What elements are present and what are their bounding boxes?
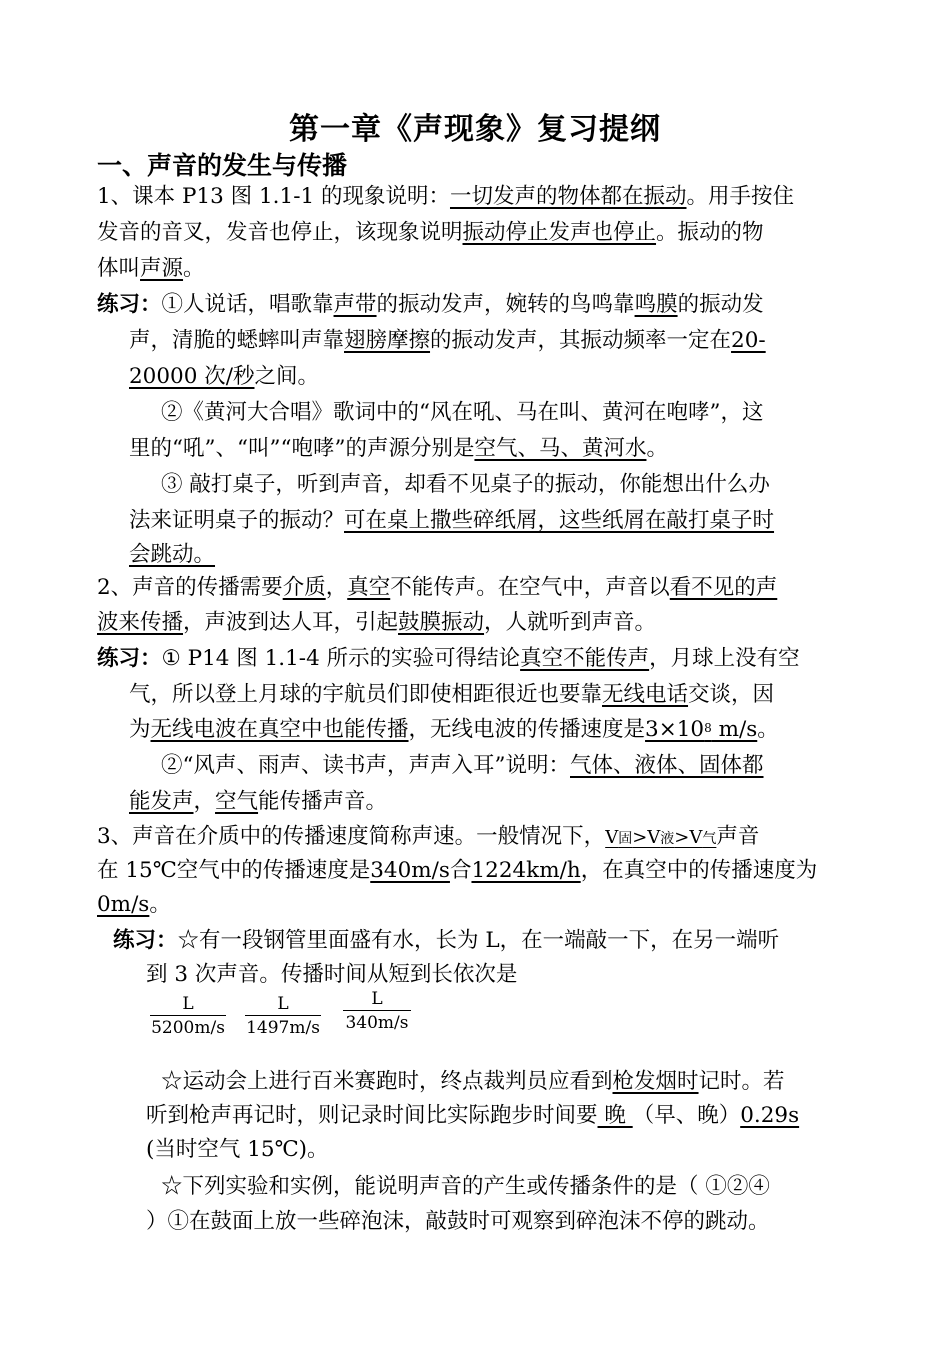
text-line: [97, 220, 764, 246]
text-line: [129, 789, 387, 815]
text-line: [97, 575, 777, 601]
answer: 一切发声的物体都在振动: [449, 184, 687, 209]
text: ，: [193, 789, 216, 814]
text-line: [129, 682, 774, 708]
text: 发音的音叉，发音也停止，该现象说明: [97, 220, 463, 245]
text: 记时。若: [698, 1069, 785, 1094]
text-line: [146, 1209, 770, 1235]
text: 的振动发声，其振动频率一定在: [430, 328, 732, 353]
text-line: [97, 256, 205, 282]
text: ，在真空中的传播速度为: [580, 858, 818, 883]
text-line: [97, 858, 817, 884]
text-line: [97, 824, 759, 852]
text: 。用手按住: [686, 184, 795, 209]
answer: 1224km/h: [471, 858, 581, 883]
text: (当时空气 15℃)。: [146, 1137, 329, 1162]
text: 听到枪声再记时，则记录时间比实际跑步时间要: [146, 1103, 598, 1128]
text: 为: [129, 717, 151, 742]
text-line: [97, 610, 656, 636]
answer: 枪发烟时: [612, 1069, 699, 1094]
fraction-numerator: L: [182, 994, 194, 1014]
section-heading: 一、声音的发生与传播: [97, 151, 348, 180]
text: ，月球上没有空: [649, 646, 800, 671]
text: 里的“吼”、“叫”“咆哮”的声源分别是: [129, 436, 475, 461]
answer: 0m/s: [97, 892, 150, 917]
text-line: [97, 184, 794, 210]
text: ，无线电波的传播速度是: [408, 717, 646, 742]
text: 法来证明桌子的振动？: [129, 508, 345, 533]
text: 交谈，因: [688, 682, 775, 707]
text-line: [129, 328, 766, 354]
answer: 介质: [282, 575, 326, 600]
text: >V: [674, 827, 703, 848]
answer: 20000 次/秒: [129, 364, 255, 389]
text: ③ 敲打桌子，听到声音，却看不见桌子的振动，你能想出什么办: [161, 472, 770, 497]
text: ☆运动会上进行百米赛跑时，终点裁判员应看到: [161, 1069, 613, 1094]
answer: 鸣膜: [634, 292, 678, 317]
text: ②“风声、雨声、读书声，声声入耳”说明：: [161, 753, 570, 778]
text: ，: [325, 575, 348, 600]
text: ，人就听到声音。: [484, 610, 657, 635]
answer: 真空不能传声: [520, 646, 650, 671]
text: 到 3 次声音。传播时间从短到长依次是: [146, 962, 518, 987]
text: 。: [149, 892, 171, 917]
answer: m/s: [711, 717, 758, 742]
text-line: [146, 1137, 329, 1163]
text-line: [161, 1174, 770, 1200]
answer: 空气: [215, 789, 259, 814]
answer: 声源: [140, 256, 184, 281]
answer: 0.29s: [740, 1103, 800, 1128]
subscript: 液: [660, 831, 675, 847]
exercise-label: 练习：: [113, 928, 178, 953]
answer: 20-: [731, 328, 766, 353]
text-line: [97, 892, 171, 918]
text: 能传播声音。: [258, 789, 388, 814]
text-line: [161, 400, 764, 426]
fraction-numerator: L: [371, 989, 383, 1009]
text-line: [129, 542, 215, 568]
text: ②《黄河大合唱》歌词中的“风在吼、马在叫、黄河在咆哮”，这: [161, 400, 764, 425]
text: >V: [632, 827, 661, 848]
text: 在 15℃空气中的传播速度是: [97, 858, 371, 883]
text-line: [146, 962, 517, 988]
answer: 波来传播: [97, 610, 184, 635]
answer: 3×10: [645, 717, 705, 742]
text: （早、晚）: [632, 1103, 741, 1128]
fraction-numerator: L: [277, 994, 289, 1014]
text: 合: [449, 858, 472, 883]
text: 的振动发声，婉转的鸟鸣靠: [376, 292, 635, 317]
text: 。: [183, 256, 205, 281]
answer: 无线电波在真空中也能传播: [150, 717, 409, 742]
text-line: [129, 436, 668, 462]
text: ，声波到达人耳，引起: [183, 610, 399, 635]
text-line: [129, 717, 779, 743]
text: 不能传声。在空气中，声音以: [390, 575, 670, 600]
text-line: [161, 1069, 785, 1095]
answer: 能发声: [129, 789, 194, 814]
text: ①人说话，唱歌靠: [161, 292, 334, 317]
text: 体叫: [97, 256, 141, 281]
text: 。: [646, 436, 668, 461]
text: V: [605, 827, 619, 848]
text: 的振动发: [677, 292, 764, 317]
answer: 晚: [597, 1103, 633, 1128]
answer: 真空: [347, 575, 391, 600]
text: 之间。: [254, 364, 319, 389]
answer: 翅膀摩擦: [344, 328, 431, 353]
answer: 振动停止发声也停止: [462, 220, 657, 245]
answer: 空气、马、黄河水: [474, 436, 647, 461]
fraction-water: [245, 993, 321, 1040]
exercise-label: 练习：: [97, 646, 162, 671]
answer: 会跳动。: [129, 542, 216, 567]
answer: 可在桌上撒些碎纸屑，这些纸屑在敲打桌子时: [344, 508, 775, 533]
text-line: [129, 508, 774, 534]
text-line: [146, 1103, 799, 1129]
text: 3、声音在介质中的传播速度简称声速。一般情况下，: [97, 824, 606, 849]
text-line: [97, 646, 800, 672]
text: 声音: [716, 824, 760, 849]
text: 1、课本 P13 图 1.1-1 的现象说明：: [97, 184, 450, 209]
text: ① P14 图 1.1-4 所示的实验可得结论: [161, 646, 521, 671]
text-line: [97, 292, 764, 318]
answer: 无线电话: [602, 682, 689, 707]
fraction-denominator: 5200m/s: [150, 1015, 226, 1040]
answer: 气体、液体、固体都: [570, 753, 764, 778]
text-line: [113, 928, 779, 954]
text: ）①在鼓面上放一些碎泡沫，敲鼓时可观察到碎泡沫不停的跳动。: [146, 1209, 770, 1234]
answer: 340m/s: [370, 858, 450, 883]
text: 。: [757, 717, 779, 742]
text: ☆有一段钢管里面盛有水，长为 L，在一端敲一下，在另一端听: [177, 928, 780, 953]
fraction-denominator: 340m/s: [343, 1010, 411, 1035]
text: 。振动的物: [656, 220, 764, 245]
answer: 鼓膜振动: [398, 610, 485, 635]
text: 声，清脆的蟋蟀叫声靠: [129, 328, 345, 353]
exercise-label: 练习：: [97, 292, 162, 317]
text: ☆下列实验和实例，能说明声音的产生或传播条件的是（ ①②④: [161, 1174, 770, 1199]
fraction-air: [343, 988, 411, 1035]
text-line: [161, 472, 770, 498]
text-line: [161, 753, 764, 779]
text: 2、声音的传播需要: [97, 575, 283, 600]
text: 气，所以登上月球的宇航员们即使相距很近也要靠: [129, 682, 603, 707]
fraction-denominator: 1497m/s: [245, 1015, 321, 1040]
page-title: 第一章《声现象》复习提纲: [289, 112, 661, 147]
fraction-steel: [150, 993, 226, 1040]
exponent: 8: [704, 721, 712, 735]
subscript: 固: [618, 831, 633, 847]
text-line: [129, 364, 319, 390]
answer: 声带: [333, 292, 377, 317]
answer: 看不见的声: [669, 575, 778, 600]
subscript: 气: [702, 831, 717, 847]
